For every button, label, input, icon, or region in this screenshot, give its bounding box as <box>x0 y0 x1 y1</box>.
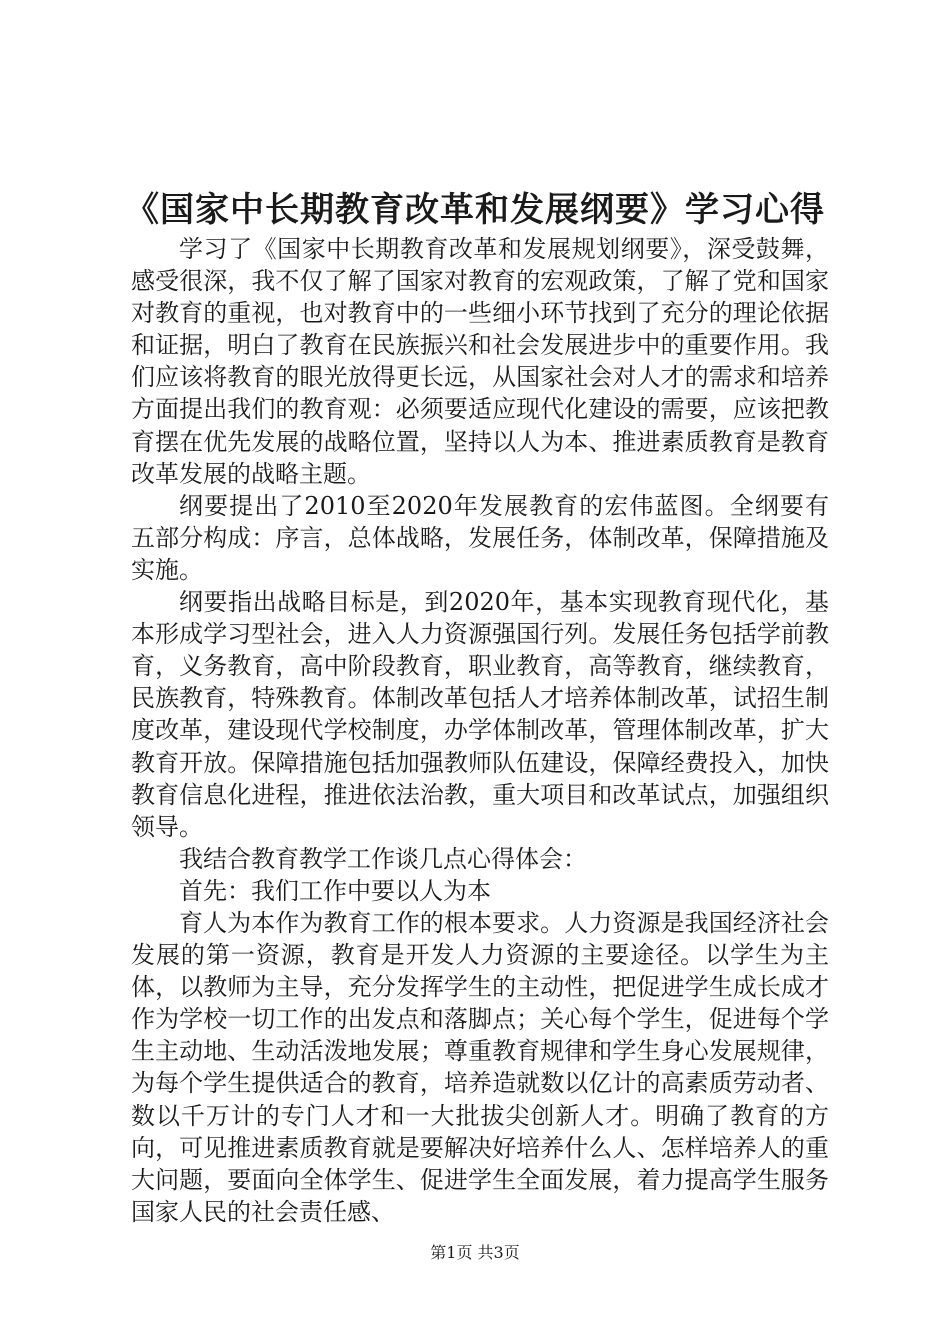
document-body <box>131 233 829 1228</box>
page-number-footer: 第1页 共3页 <box>430 1243 520 1262</box>
paragraph-intro: 学习了《国家中长期教育改革和发展规划纲要》，深受鼓舞，感受很深，我不仅了解了国家对教育的宏观政策，了解了党和国家对教育的重视，也对教育中的一些细小环节找到了充分的理论依据和证据，明白了教育在民族振兴和社会发展进步中的重要作用。我们应该将教育的眼光放得更长远，从国家社会对人才的需求和培养方面提出我们的教育观：必须要适应现代化建设的需要，应该把教育摆在优先发展的战略位置，坚持以人为本、推进素质教育是教育改革发展的战略主题。 <box>131 235 829 488</box>
paragraph-experience-intro: 我结合教育教学工作谈几点心得体会： <box>179 844 587 873</box>
document-title: 《国家中长期教育改革和发展纲要》学习心得 <box>125 190 825 230</box>
paragraph-goals: 纲要指出战略目标是，到2020年，基本实现教育现代化，基本形成学习型社会，进入人力资源强国行列。发展任务包括学前教育，义务教育，高中阶段教育，职业教育，高等教育，继续教育，民族教育，特殊教育。体制改革包括人才培养体制改革，试招生制度改革，建设现代学校制度，办学体制改革，管理体制改革，扩大教育开放。保障措施包括加强教师队伍建设，保障经费投入，加快教育信息化进程，推进依法治教，重大项目和改革试点，加强组织领导。 <box>131 588 829 841</box>
paragraph-outline: 纲要提出了2010至2020年发展教育的宏伟蓝图。全纲要有五部分构成：序言，总体战略，发展任务，体制改革，保障措施及实施。 <box>131 491 829 584</box>
paragraph-first-point: 首先：我们工作中要以人为本 <box>179 876 491 905</box>
paragraph-people-oriented: 育人为本作为教育工作的根本要求。人力资源是我国经济社会发展的第一资源，教育是开发人力资源的主要途径。以学生为主体，以教师为主导，充分发挥学生的主动性，把促进学生成长成才作为学校一切工作的出发点和落脚点；关心每个学生，促进每个学生主动地、生动活泼地发展；尊重教育规律和学生身心发展规律，为每个学生提供适合的教育，培养造就数以亿计的高素质劳动者、数以千万计的专门人才和一大批拔尖创新人才。明确了教育的方向，可见推进素质教育就是要解决好培养什么人、怎样培养人的重大问题，要面向全体学生、促进学生全面发展，着力提高学生服务国家人民的社会责任感、 <box>131 908 829 1226</box>
